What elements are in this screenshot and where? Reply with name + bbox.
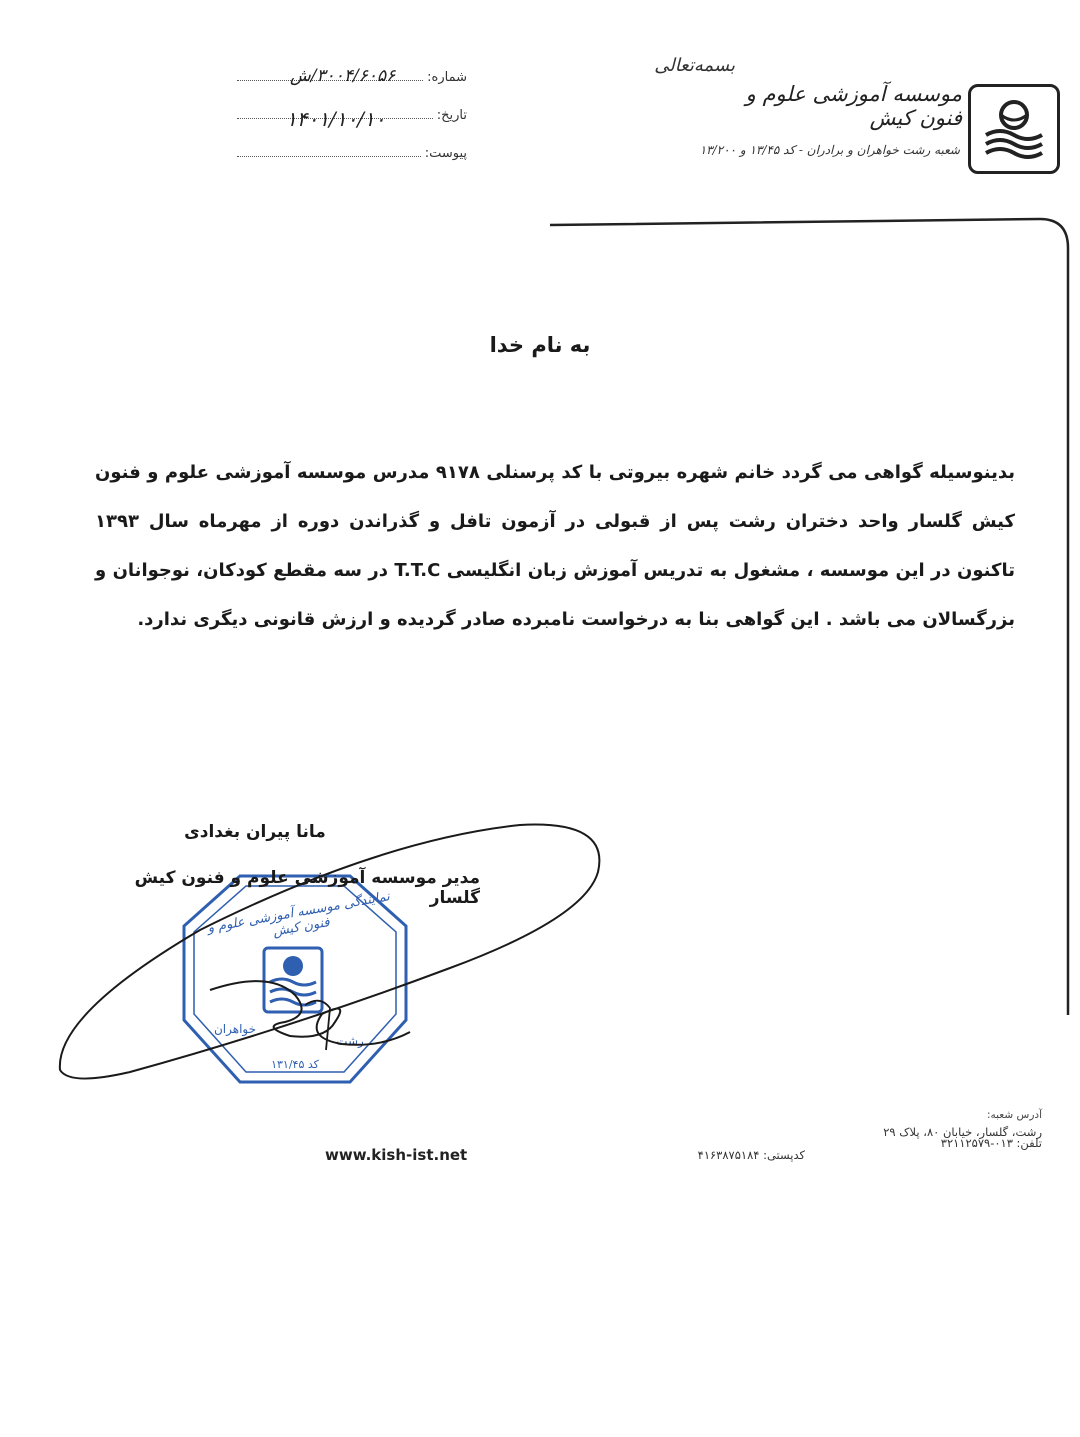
certificate-paragraph: بدینوسیله گواهی می گردد خانم شهره بیروتی با کد پرسنلی ۹۱۷۸ مدرس موسسه آموزشی علوم و فنون کیش گلسار واحد دختران رشت پس از قبولی در آزمون تافل و گذراندن دوره از مهرماه سال ۱۳۹۳ تاکنون در این موسسه ، مشغول به تدریس آموزش زبان انگلیسی T.T.C در سه مقطع کودکان، نوجوانان و بزرگسالان می باشد . این گواهی بنا به درخواست نامبرده صادر گردیده و ارزش قانونی دیگری ندارد.: [95, 462, 1016, 630]
footer-phone: [900, 1136, 1042, 1150]
address-label: آدرس شعبه:: [986, 1109, 1042, 1121]
stamp-city-text: رشت: [336, 1034, 364, 1048]
attachment-dotted-line: [237, 146, 421, 157]
date-label: تاریخ:: [436, 108, 467, 123]
number-value: ۳۰۰۴/۶۰۵۶/ش: [290, 66, 396, 86]
postal-label: کدپستی:: [763, 1148, 805, 1162]
number-label: شماره:: [427, 70, 467, 85]
phone-label: تلفن:: [1016, 1136, 1042, 1150]
signatory-title: مدیر موسسه آموزشی علوم و فنون کیش گلسار: [134, 868, 480, 908]
postal-value: ۴۱۶۳۸۷۵۱۸۴: [697, 1148, 760, 1162]
signatory-name: مانا پیران بغدادی: [184, 822, 326, 842]
footer-postal: [660, 1148, 805, 1162]
address-value: رشت، گلسار، خیابان ۸۰، پلاک ۲۹: [883, 1125, 1042, 1139]
letter-title: به نام خدا: [489, 333, 591, 357]
institute-logo: [968, 84, 1060, 174]
institute-name: موسسه آموزشی علوم و فنون کیش: [745, 82, 962, 130]
date-value: ۱۴۰۱/۱۰/۱۰: [286, 107, 386, 131]
attachment-label: پیوست:: [424, 146, 467, 161]
attachment-row: [237, 146, 467, 161]
logo-wave-icon: [978, 93, 1050, 165]
phone-value: ۰۱۳-۳۲۱۱۲۵۷۹: [940, 1136, 1013, 1150]
stamp-code-text: کد ۱۳۱/۴۵: [271, 1058, 319, 1071]
stamp-top-text: نمایندگی موسسه آموزشی علوم و فنون کیش: [206, 889, 391, 940]
stamp-branch-text: خواهران: [213, 1022, 257, 1036]
handwritten-signature: [50, 800, 610, 1090]
basmala-small: بسمه‌تعالی: [654, 55, 735, 76]
footer-website: www.kish-ist.net: [325, 1146, 468, 1164]
branch-line: شعبه رشت خواهران و برادران - کد ۱۳/۴۵ و ۱۳/۲۰۰: [699, 143, 960, 157]
